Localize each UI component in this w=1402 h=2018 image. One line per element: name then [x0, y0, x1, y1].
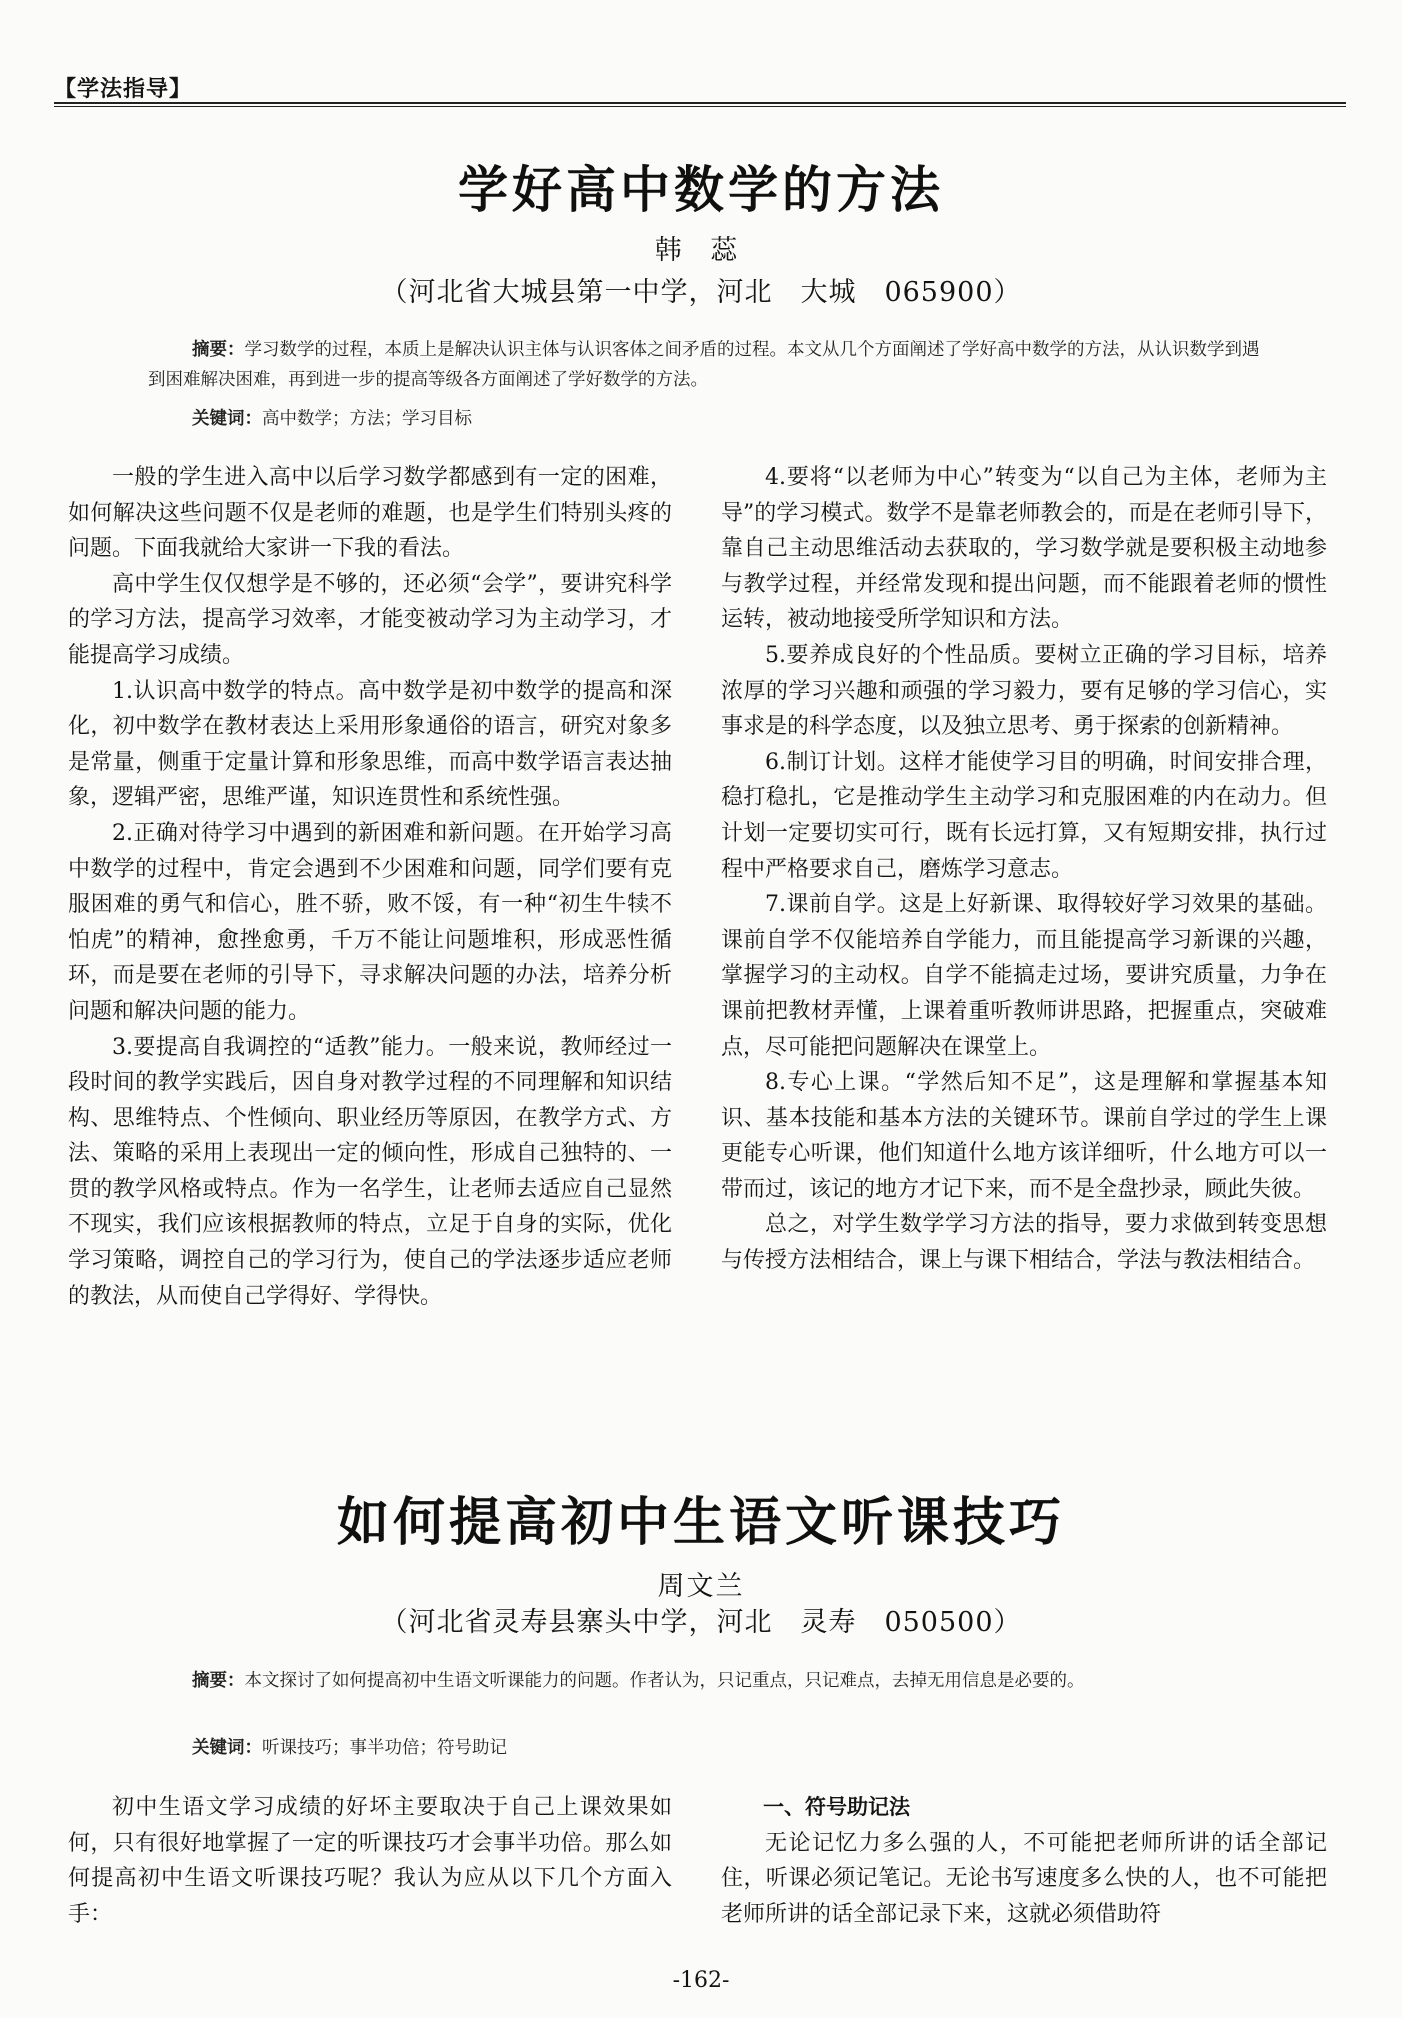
- paragraph: 8.专心上课。“学然后知不足”，这是理解和掌握基本知识、基本技能和基本方法的关键环节。课前自学过的学生上课更能专心听课，他们知道什么地方该详细听，什么地方可以一带而过，该记的地方才记下来，而不是全盘抄录，顾此失彼。: [721, 1070, 1327, 1202]
- article1-keywords: [192, 405, 472, 430]
- article2-right-column: [721, 1790, 1327, 1932]
- keywords-text: 高中数学；方法；学习目标: [262, 409, 472, 429]
- article1-left-column: [68, 460, 672, 1314]
- abstract-label: 摘要：: [192, 1671, 245, 1691]
- section-tag: 【学法指导】: [54, 77, 193, 102]
- paragraph: 一般的学生进入高中以后学习数学都感到有一定的困难，如何解决这些问题不仅是老师的难题，也是学生们特别头疼的问题。下面我就给大家讲一下我的看法。: [68, 465, 672, 562]
- article2-title: 如何提高初中生语文听课技巧: [336, 1492, 1065, 1553]
- abstract-label: 摘要：: [192, 340, 245, 360]
- paragraph: 5.要养成良好的个性品质。要树立正确的学习目标，培养浓厚的学习兴趣和顽强的学习毅力，要有足够的学习信心，实事求是的科学态度，以及独立思考、勇于探索的创新精神。: [721, 642, 1327, 740]
- paragraph: 总之，对学生数学学习方法的指导，要力求做到转变思想与传授方法相结合，课上与课下相结合，学法与教法相结合。: [721, 1212, 1327, 1274]
- article1-author: 韩 蕊: [654, 235, 748, 266]
- paragraph: 6.制订计划。这样才能使学习目的明确，时间安排合理，稳打稳扎，它是推动学生主动学习和克服困难的内在动力。但计划一定要切实可行，既有长远打算，又有短期安排，执行过程中严格要求自己，磨炼学习意志。: [721, 749, 1327, 882]
- paragraph: 无论记忆力多么强的人，不可能把老师所讲的话全部记住，听课必须记笔记。无论书写速度多么快的人，也不可能把老师所讲的话全部记录下来，这就必须借助符: [721, 1830, 1327, 1927]
- abstract-text: 本文探讨了如何提高初中生语文听课能力的问题。作者认为，只记重点，只记难点，去掉无用信息是必要的。: [244, 1671, 1085, 1691]
- article2-left-column: [68, 1790, 672, 1932]
- paragraph: 7.课前自学。这是上好新课、取得较好学习效果的基础。课前自学不仅能培养自学能力，而且能提高学习新课的兴趣，掌握学习的主动权。自学不能搞走过场，要讲究质量，力争在课前把教材弄懂，上课着重听教师讲思路，把握重点，突破难点，尽可能把问题解决在课堂上。: [721, 892, 1327, 1060]
- article1-right-column: [721, 460, 1327, 1279]
- article2-abstract: [148, 1666, 1268, 1696]
- paragraph: 4.要将“以老师为中心”转变为“以自己为主体，老师为主导”的学习模式。数学不是靠老师教会的，而是在老师引导下，靠自己主动思维活动去获取的，学习数学就是要积极主动地参与教学过程，并经常发现和提出问题，而不能跟着老师的惯性运转，被动地接受所学知识和方法。: [721, 465, 1327, 633]
- section-heading: 一、符号助记法: [763, 1795, 910, 1819]
- abstract-text: 学习数学的过程，本质上是解决认识主体与认识客体之间矛盾的过程。本文从几个方面阐述了学好高中数学的方法，从认识数学到遇到困难解决困难，再到进一步的提高等级各方面阐述了学好数学的方法。: [148, 340, 1260, 390]
- keywords-label: 关键词：: [192, 409, 262, 429]
- article2-author: 周文兰: [657, 1571, 745, 1602]
- article1-affiliation: （河北省大城县第一中学，河北 大城 065900）: [380, 277, 1022, 308]
- article1-title: 学好高中数学的方法: [458, 160, 944, 219]
- paragraph: 1.认识高中数学的特点。高中数学是初中数学的提高和深化，初中数学在教材表达上采用形象通俗的语言，研究对象多是常量，侧重于定量计算和形象思维，而高中数学语言表达抽象，逻辑严密，思维严谨，知识连贯性和系统性强。: [68, 678, 672, 811]
- paragraph: 高中学生仅仅想学是不够的，还必须“会学”，要讲究科学的学习方法，提高学习效率，才能变被动学习为主动学习，才能提高学习成绩。: [68, 571, 672, 668]
- paragraph: 2.正确对待学习中遇到的新困难和新问题。在开始学习高中数学的过程中，肯定会遇到不少困难和问题，同学们要有克服困难的勇气和信心，胜不骄，败不馁，有一种“初生牛犊不怕虎”的精神，愈挫愈勇，千万不能让问题堆积，形成恶性循环，而是要在老师的引导下，寻求解决问题的办法，培养分析问题和解决问题的能力。: [68, 820, 672, 1024]
- keywords-text: 听课技巧；事半功倍；符号助记: [262, 1738, 507, 1758]
- page-number: -162-: [672, 1968, 730, 1993]
- article2-keywords: [192, 1734, 507, 1759]
- header-rule-thin: [54, 106, 1346, 107]
- paragraph: 初中生语文学习成绩的好坏主要取决于自己上课效果如何，只有很好地掌握了一定的听课技巧才会事半功倍。那么如何提高初中生语文听课技巧呢？我认为应从以下几个方面入手：: [68, 1795, 672, 1927]
- article2-affiliation: （河北省灵寿县寨头中学，河北 灵寿 050500）: [380, 1607, 1022, 1638]
- keywords-label: 关键词：: [192, 1738, 262, 1758]
- header-rule: [54, 102, 1346, 104]
- paragraph: 3.要提高自我调控的“适教”能力。一般来说，教师经过一段时间的教学实践后，因自身对教学过程的不同理解和知识结构、思维特点、个性倾向、职业经历等原因，在教学方式、方法、策略的采用上表现出一定的倾向性，形成自己独特的、一贯的教学风格或特点。作为一名学生，让老师去适应自己显然不现实，我们应该根据教师的特点，立足于自身的实际，优化学习策略，调控自己的学习行为，使自己的学法逐步适应老师的教法，从而使自己学得好、学得快。: [68, 1034, 672, 1309]
- article1-abstract: [148, 335, 1268, 395]
